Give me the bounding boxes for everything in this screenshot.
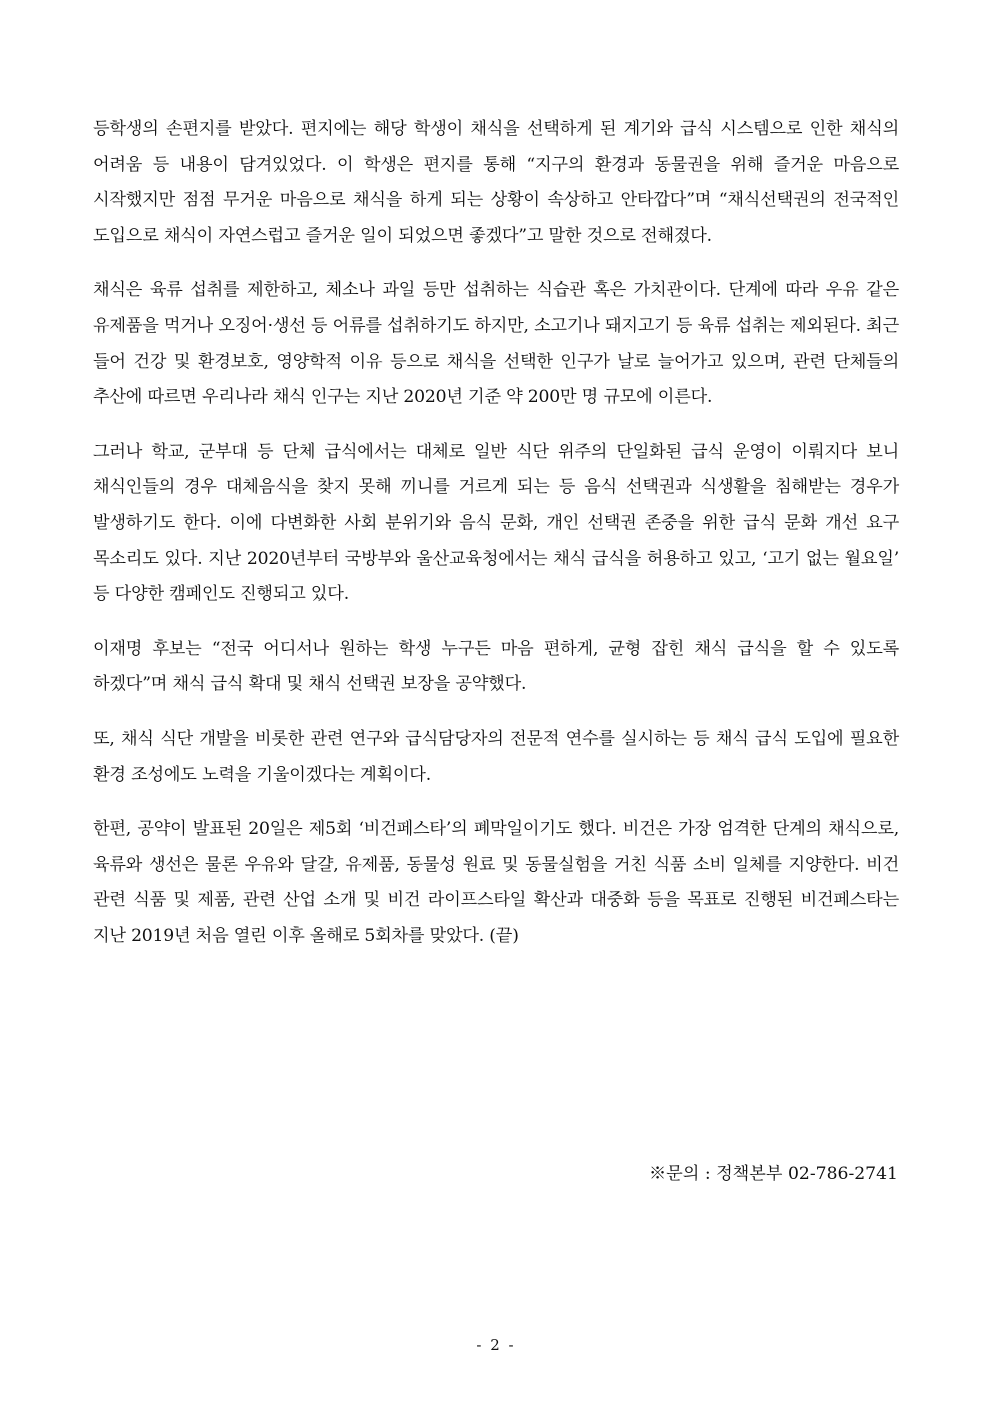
paragraph-vegan-festa: 한편, 공약이 발표된 20일은 제5회 ‘비건페스타’의 폐막일이기도 했다. 비건은 가장 엄격한 단계의 채식으로, 육류와 생선은 물론 우유와 달걀, 유제품, 동물성 원료 및 동물실험을 거친 식품 소비 일체를 지양한다. 비건 관련 식품 및 제품, 관련 산업 소개 및 비건 라이프스타일 확산과 대중화 등을 목표로 진행된 비건페스타는 지난 2019년 처음 열린 이후 올해로 5회차를 맞았다. (끝): [93, 819, 899, 946]
body-text: [93, 112, 899, 973]
contact-info: ※문의 : 정책본부 02-786-2741: [648, 1164, 898, 1184]
paragraph-group-meals: 그러나 학교, 군부대 등 단체 급식에서는 대체로 일반 식단 위주의 단일화된 급식 운영이 이뤄지다 보니 채식인들의 경우 대체음식을 찾지 못해 끼니를 거르게 되는 등 음식 선택권과 식생활을 침해받는 경우가 발생하기도 한다. 이에 다변화한 사회 분위기와 음식 문화, 개인 선택권 존중을 위한 급식 문화 개선 요구 목소리도 있다. 지난 2020년부터 국방부와 울산교육청에서는 채식 급식을 허용하고 있고, ‘고기 없는 월요일’ 등 다양한 캠페인도 진행되고 있다.: [93, 441, 899, 605]
paragraph-letter: 등학생의 손편지를 받았다. 편지에는 해당 학생이 채식을 선택하게 된 계기와 급식 시스템으로 인한 채식의 어려움 등 내용이 담겨있었다. 이 학생은 편지를 통해 “지구의 환경과 동물권을 위해 즐거운 마음으로 시작했지만 점점 무거운 마음으로 채식을 하게 되는 상황이 속상하고 안타깝다”며 “채식선택권의 전국적인 도입으로 채식이 자연스럽고 즐거운 일이 되었으면 좋겠다”고 말한 것으로 전해졌다.: [93, 119, 899, 246]
paragraph-plan: 또, 채식 식단 개발을 비롯한 관련 연구와 급식담당자의 전문적 연수를 실시하는 등 채식 급식 도입에 필요한 환경 조성에도 노력을 기울이겠다는 계획이다.: [93, 728, 899, 785]
page-number: - 2 -: [476, 1336, 516, 1354]
paragraph-candidate-pledge: 이재명 후보는 “전국 어디서나 원하는 학생 누구든 마음 편하게, 균형 잡힌 채식 급식을 할 수 있도록 하겠다”며 채식 급식 확대 및 채식 선택권 보장을 공약했다.: [93, 638, 899, 695]
paragraph-vegetarian-definition: 채식은 육류 섭취를 제한하고, 체소나 과일 등만 섭취하는 식습관 혹은 가치관이다. 단계에 따라 우유 같은 유제품을 먹거나 오징어·생선 등 어류를 섭취하기도 하지만, 소고기나 돼지고기 등 육류 섭취는 제외된다. 최근 들어 건강 및 환경보호, 영양학적 이유 등으로 채식을 선택한 인구가 날로 늘어가고 있으며, 관련 단체들의 추산에 따르면 우리나라 채식 인구는 지난 2020년 기준 약 200만 명 규모에 이른다.: [93, 280, 899, 408]
